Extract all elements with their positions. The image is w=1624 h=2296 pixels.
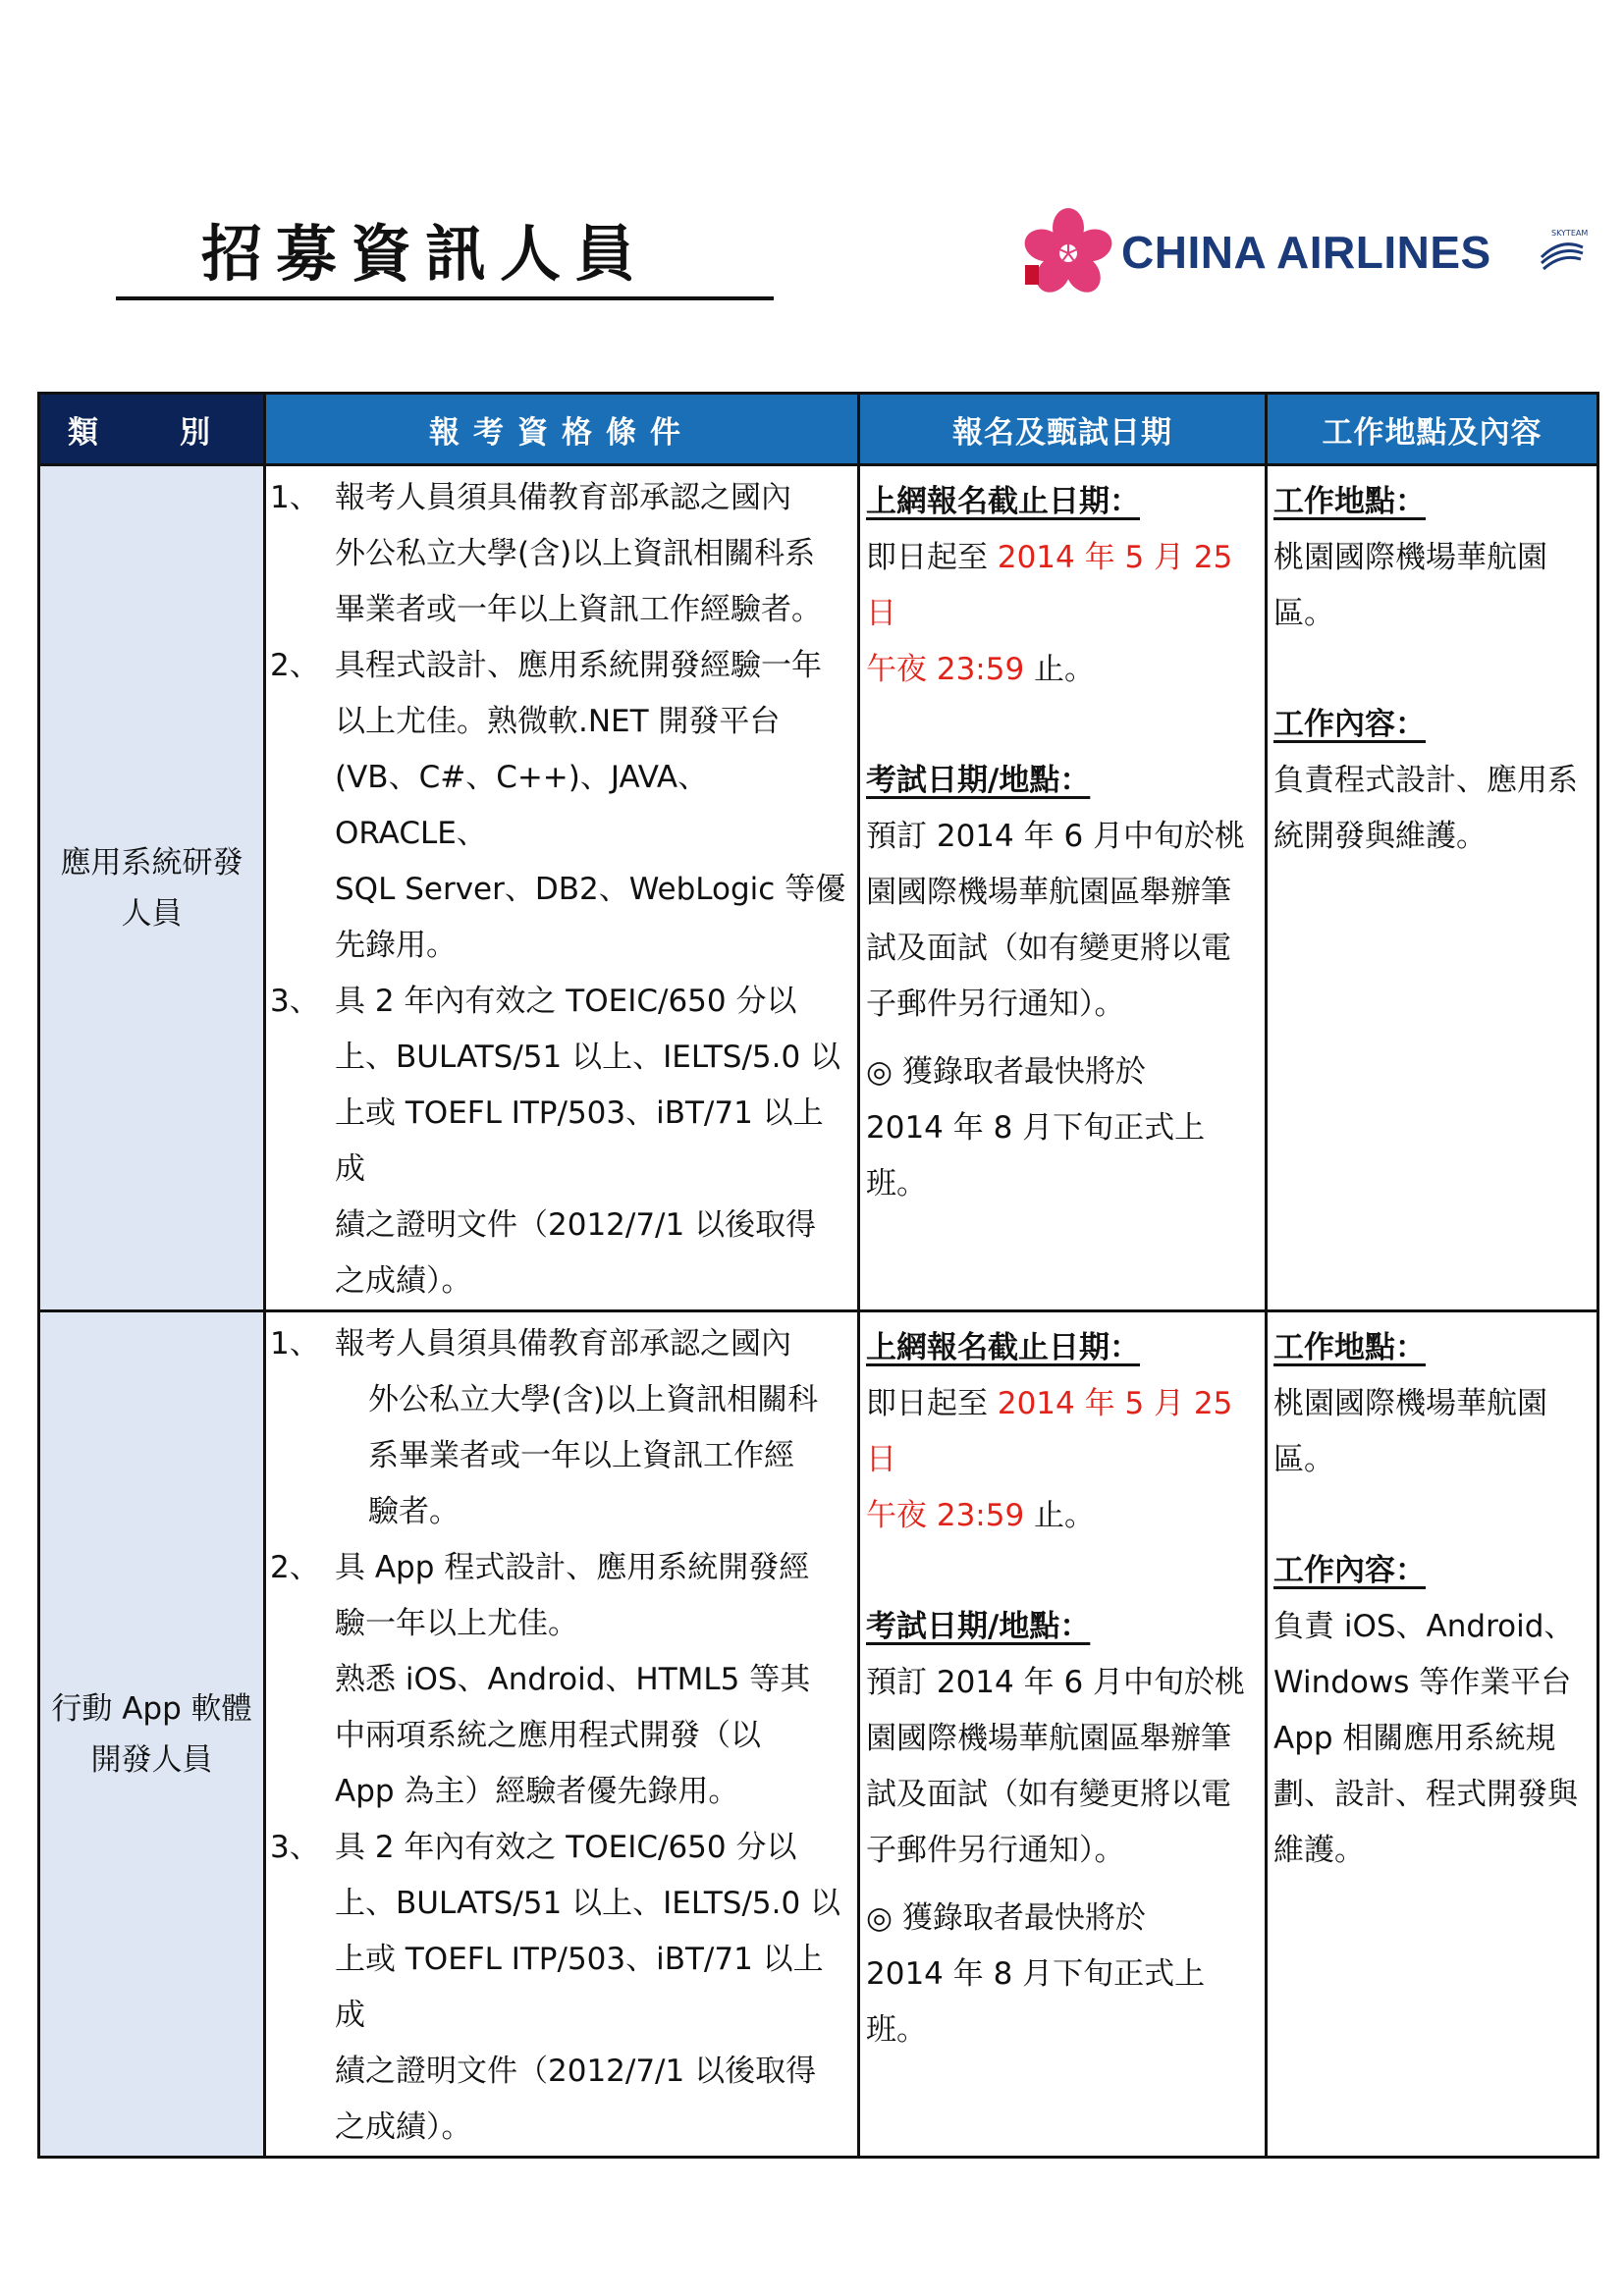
title-underline: [116, 296, 774, 300]
qualification-item: [270, 638, 851, 974]
content-line: 負責 iOS、Android、: [1273, 1609, 1575, 1644]
content-line: 統開發與維護。: [1273, 819, 1487, 854]
table-row: [39, 1311, 1598, 2158]
work-cell: [1267, 465, 1598, 1311]
item-line: (VB、C#、C++)、JAVA、ORACLE、: [335, 760, 709, 851]
work-cell: [1267, 1311, 1598, 2158]
location-line: 桃園國際機場華航園: [1273, 540, 1547, 575]
item-line: 報考人員須具備教育部承認之國內: [335, 480, 791, 515]
location-line: 桃園國際機場華航園: [1273, 1386, 1547, 1421]
item-line: 報考人員須具備教育部承認之國內: [335, 1326, 791, 1362]
item-number: 1、: [270, 1326, 320, 1362]
location-heading: 工作地點：: [1273, 484, 1426, 519]
start-note-line: ◎ 獲錄取者最快將於: [866, 1054, 1146, 1090]
skyteam-label: SKYTEAM: [1551, 229, 1589, 238]
item-line: 畢業者或一年以上資訊工作經驗者。: [335, 592, 822, 627]
dates-cell: [859, 1311, 1267, 2158]
category-cell: [39, 1311, 265, 2158]
registration-heading: 上網報名截止日期：: [866, 484, 1140, 519]
registration-deadline: [866, 530, 1261, 642]
china-airlines-logo: [1021, 208, 1591, 296]
item-number: 3、: [270, 1830, 320, 1865]
exam-heading: 考試日期/地點：: [866, 1609, 1091, 1644]
item-line: 外公私立大學(含)以上資訊相關科: [368, 1382, 819, 1417]
header-dates: 報名及甄試日期: [859, 394, 1267, 465]
item-line: 具 App 程式設計、應用系統開發經: [335, 1550, 810, 1585]
category-line: 開發人員: [90, 1741, 213, 1778]
item-line: 以上尤佳。熟微軟.NET 開發平台: [335, 704, 781, 739]
qualification-item: [270, 1316, 851, 1540]
logo-wordmark: CHINA AIRLINES: [1121, 227, 1491, 278]
item-line: 上、BULATS/51 以上、IELTS/5.0 以: [335, 1040, 841, 1075]
start-note-line: 2014 年 8 月下旬正式上班。: [866, 1110, 1206, 1201]
item-line: 熟悉 iOS、Android、HTML5 等其: [335, 1662, 811, 1697]
item-line: 具程式設計、應用系統開發經驗一年: [335, 648, 822, 683]
deadline-suffix: 止。: [1024, 652, 1096, 687]
qualification-item: [270, 1540, 851, 1820]
category-line: 應用系統研發: [60, 844, 244, 881]
item-line: 績之證明文件（2012/7/1 以後取得: [335, 2054, 817, 2089]
exam-line: 子郵件另行通知）。: [866, 1833, 1125, 1868]
item-number: 2、: [270, 1550, 320, 1585]
item-line: 上或 TOEFL ITP/503、iBT/71 以上成: [335, 1942, 824, 2033]
item-line: 之成績）。: [335, 2109, 472, 2145]
item-line: 具 2 年內有效之 TOEIC/650 分以: [335, 1830, 797, 1865]
start-note-line: ◎ 獲錄取者最快將於: [866, 1900, 1146, 1936]
qualifications-cell: [265, 465, 859, 1311]
category-line: 行動 App 軟體: [51, 1690, 252, 1727]
registration-deadline-time: [866, 1488, 1261, 1544]
item-line: 外公私立大學(含)以上資訊相關科系: [335, 536, 816, 571]
registration-heading: 上網報名截止日期：: [866, 1330, 1140, 1365]
content-heading: 工作內容：: [1273, 1553, 1426, 1588]
item-number: 2、: [270, 648, 320, 683]
item-line: 中兩項系統之應用程式開發（以: [335, 1718, 761, 1753]
dates-cell: [859, 465, 1267, 1311]
item-line: 之成績）。: [335, 1263, 472, 1299]
header-category: 類 別: [39, 394, 265, 465]
item-line: 上、BULATS/51 以上、IELTS/5.0 以: [335, 1886, 841, 1921]
table-row: [39, 465, 1598, 1311]
deadline-prefix: 即日起至: [866, 1386, 988, 1421]
header-work: 工作地點及內容: [1267, 394, 1598, 465]
item-line: 系畢業者或一年以上資訊工作經: [368, 1438, 794, 1473]
item-line: 具 2 年內有效之 TOEIC/650 分以: [335, 984, 797, 1019]
exam-heading: 考試日期/地點：: [866, 763, 1091, 798]
content-line: 維護。: [1273, 1833, 1365, 1868]
registration-deadline: [866, 1376, 1261, 1488]
item-number: 1、: [270, 480, 320, 515]
category-cell: [39, 465, 265, 1311]
deadline-time: 午夜 23:59: [866, 652, 1025, 687]
qualification-item: [270, 974, 851, 1309]
location-line: 區。: [1273, 596, 1334, 631]
exam-line: 子郵件另行通知）。: [866, 987, 1125, 1022]
recruitment-table: [37, 392, 1599, 2159]
header-qualifications: 報考資格條件: [265, 394, 859, 465]
item-line: 驗者。: [368, 1494, 460, 1529]
item-line: 先錄用。: [335, 928, 457, 963]
deadline-suffix: 止。: [1024, 1498, 1096, 1533]
item-line: 驗一年以上尤佳。: [335, 1606, 578, 1641]
table-header-row: [39, 394, 1598, 465]
deadline-date: 2014 年 5 月 25 日: [866, 1386, 1233, 1477]
content-line: 負責程式設計、應用系: [1273, 763, 1578, 798]
start-note-line: 2014 年 8 月下旬正式上班。: [866, 1956, 1206, 2048]
skyteam-icon: [1534, 224, 1589, 279]
exam-line: 預訂 2014 年 6 月中旬於桃: [866, 819, 1246, 854]
content-heading: 工作內容：: [1273, 707, 1426, 742]
exam-line: 試及面試（如有變更將以電: [866, 1777, 1231, 1812]
content-line: 劃、設計、程式開發與: [1273, 1777, 1578, 1812]
item-line: SQL Server、DB2、WebLogic 等優: [335, 872, 846, 907]
qualifications-cell: [265, 1311, 859, 2158]
location-line: 區。: [1273, 1442, 1334, 1477]
item-number: 3、: [270, 984, 320, 1019]
content-line: Windows 等作業平台: [1273, 1665, 1572, 1700]
deadline-time: 午夜 23:59: [866, 1498, 1025, 1533]
qualification-item: [270, 470, 851, 638]
exam-line: 園國際機場華航園區舉辦筆: [866, 875, 1231, 910]
registration-deadline-time: [866, 642, 1261, 698]
item-line: App 為主）經驗者優先錄用。: [335, 1774, 739, 1809]
exam-line: 園國際機場華航園區舉辦筆: [866, 1721, 1231, 1756]
qualification-item: [270, 1820, 851, 2156]
category-line: 人員: [121, 895, 183, 932]
deadline-prefix: 即日起至: [866, 540, 988, 575]
page-title: 招募資訊人員: [201, 218, 650, 290]
item-line: 績之證明文件（2012/7/1 以後取得: [335, 1207, 817, 1243]
exam-line: 試及面試（如有變更將以電: [866, 931, 1231, 966]
content-line: App 相關應用系統規: [1273, 1721, 1556, 1756]
exam-line: 預訂 2014 年 6 月中旬於桃: [866, 1665, 1246, 1700]
deadline-date: 2014 年 5 月 25 日: [866, 540, 1233, 631]
item-line: 上或 TOEFL ITP/503、iBT/71 以上成: [335, 1095, 824, 1187]
plum-blossom-icon: [1021, 208, 1115, 296]
location-heading: 工作地點：: [1273, 1330, 1426, 1365]
